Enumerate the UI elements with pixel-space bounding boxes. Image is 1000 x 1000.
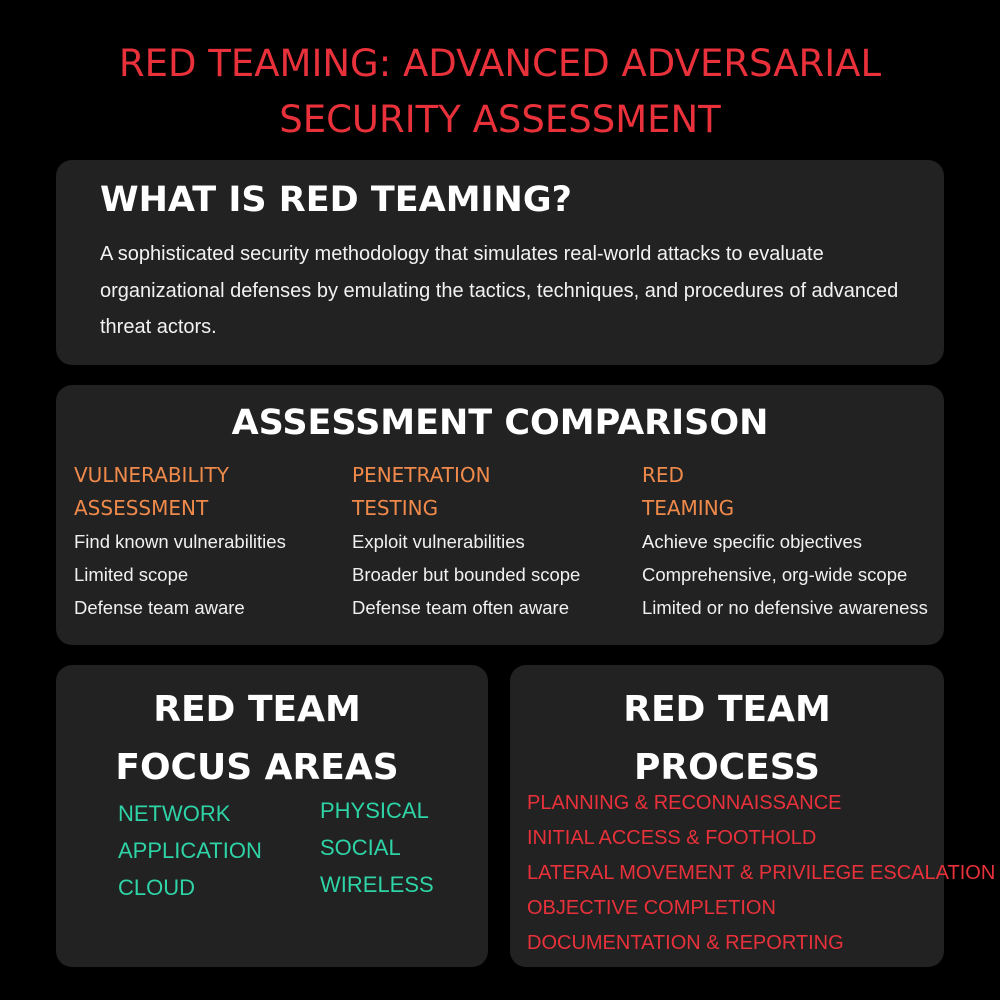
what-is-red-teaming-card bbox=[56, 160, 944, 365]
focus-item: APPLICATION bbox=[118, 838, 262, 863]
column-title: RED bbox=[642, 463, 684, 487]
focus-item: NETWORK bbox=[118, 801, 231, 826]
what-description: A sophisticated security methodology that simulates real-world attacks to evaluate organizational defenses by emulating the tactics, techniques, and procedures of advanced threat actors. bbox=[100, 243, 899, 338]
page-title-line-2: SECURITY ASSESSMENT bbox=[279, 98, 721, 141]
process-step: INITIAL ACCESS & FOOTHOLD bbox=[527, 827, 817, 849]
process-step: DOCUMENTATION & REPORTING bbox=[527, 932, 844, 954]
process-step: OBJECTIVE COMPLETION bbox=[527, 897, 776, 919]
process-heading bbox=[510, 681, 944, 797]
focus-heading bbox=[56, 681, 458, 797]
comparison-column-vulnerability-assessment bbox=[74, 459, 344, 624]
process-step: LATERAL MOVEMENT & PRIVILEGE ESCALATION bbox=[527, 862, 996, 884]
column-point: Defense team aware bbox=[74, 597, 245, 618]
column-title: VULNERABILITY bbox=[74, 463, 229, 487]
focus-areas-card bbox=[56, 665, 488, 967]
focus-item: CLOUD bbox=[118, 875, 196, 900]
process-steps bbox=[527, 786, 995, 961]
what-heading: WHAT IS RED TEAMING? bbox=[100, 180, 572, 220]
column-point: Comprehensive, org-wide scope bbox=[642, 564, 908, 585]
focus-heading-line-1: RED TEAM bbox=[153, 689, 361, 730]
page-title-line-1: RED TEAMING: ADVANCED ADVERSARIAL bbox=[118, 42, 882, 85]
column-point: Exploit vulnerabilities bbox=[352, 531, 525, 552]
column-title: PENETRATION bbox=[352, 463, 491, 487]
process-heading-line-1: RED TEAM bbox=[623, 689, 831, 730]
column-point: Find known vulnerabilities bbox=[74, 531, 286, 552]
column-title: ASSESSMENT bbox=[74, 496, 209, 520]
process-heading-line-2: PROCESS bbox=[634, 747, 820, 788]
column-title: TEAMING bbox=[642, 496, 735, 520]
column-title: TESTING bbox=[352, 496, 439, 520]
focus-heading-line-2: FOCUS AREAS bbox=[115, 747, 399, 788]
focus-item: PHYSICAL bbox=[320, 798, 429, 823]
process-card bbox=[510, 665, 996, 967]
focus-item: WIRELESS bbox=[320, 872, 434, 897]
comparison-column-penetration-testing bbox=[352, 459, 632, 624]
column-point: Broader but bounded scope bbox=[352, 564, 581, 585]
focus-list-right bbox=[320, 792, 434, 903]
comparison-column-red-teaming bbox=[642, 459, 942, 624]
page-title bbox=[40, 36, 960, 148]
focus-item: SOCIAL bbox=[320, 835, 401, 860]
comparison-heading: ASSESSMENT COMPARISON bbox=[231, 403, 769, 443]
assessment-comparison-card bbox=[56, 385, 944, 645]
process-step: PLANNING & RECONNAISSANCE bbox=[527, 792, 842, 814]
column-point: Achieve specific objectives bbox=[642, 531, 863, 552]
column-point: Defense team often aware bbox=[352, 597, 569, 618]
column-point: Limited scope bbox=[74, 564, 189, 585]
focus-list-left bbox=[118, 795, 262, 906]
column-point: Limited or no defensive awareness bbox=[642, 597, 928, 618]
